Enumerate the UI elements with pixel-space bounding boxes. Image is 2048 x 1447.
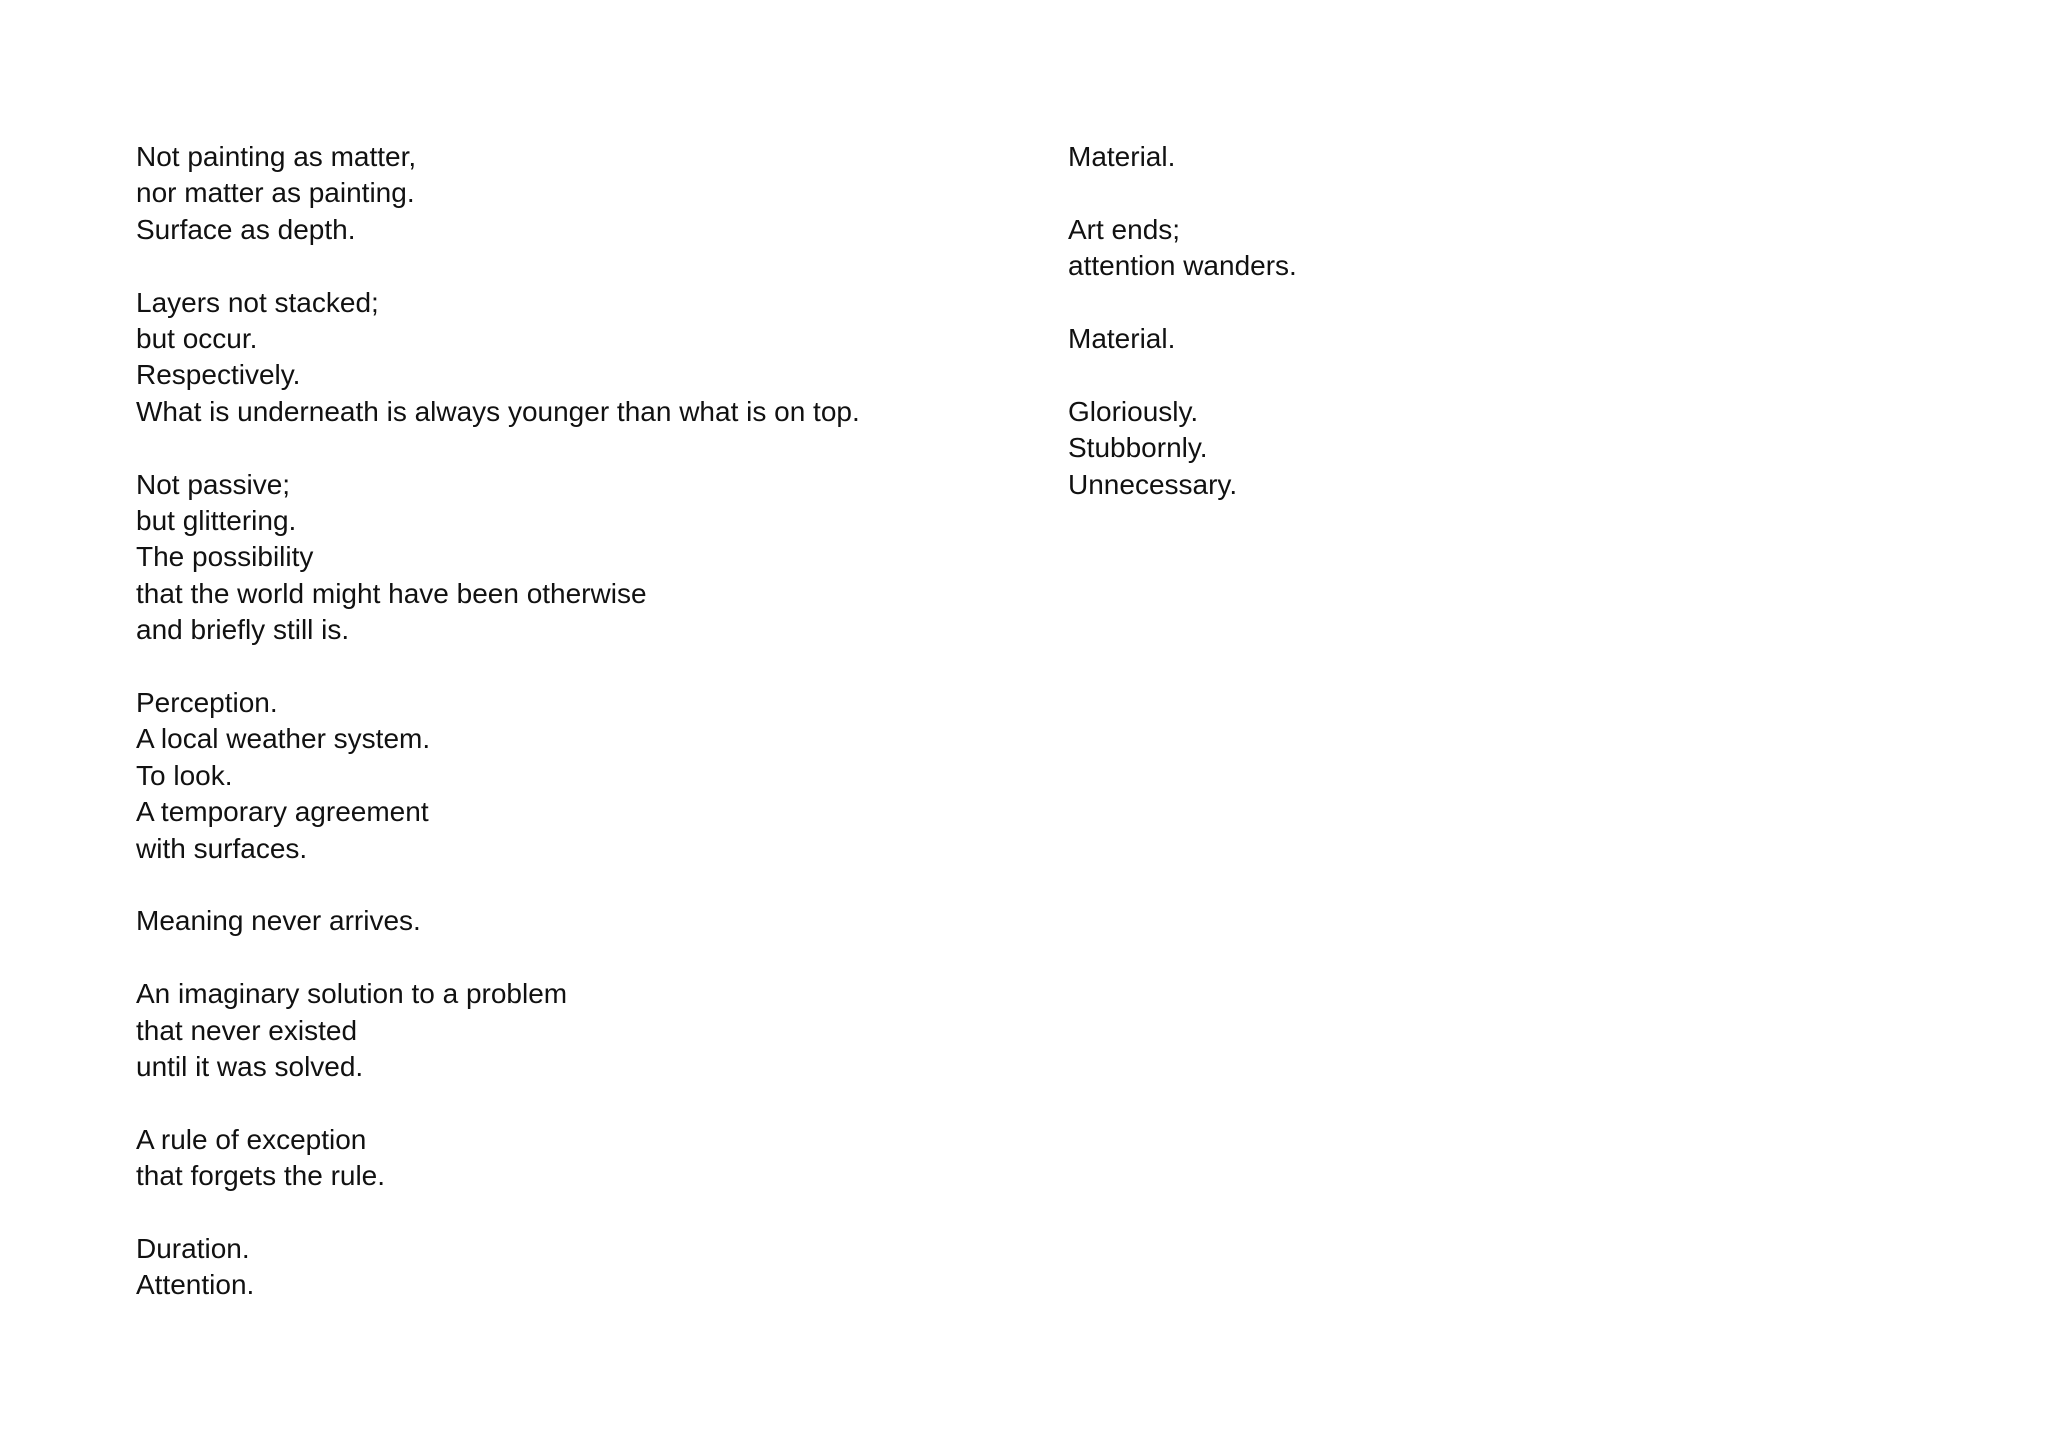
poem-line: and briefly still is.	[136, 614, 350, 646]
poem-line: A local weather system.	[136, 723, 431, 755]
poem-line: Meaning never arrives.	[136, 905, 421, 937]
poem-line: Unnecessary.	[1068, 468, 1238, 500]
stanza	[1068, 321, 1828, 357]
poem-line: until it was solved.	[136, 1051, 364, 1083]
poem-line: An imaginary solution to a problem	[136, 978, 568, 1010]
poem-line: but glittering.	[136, 505, 297, 537]
poem-line: Respectively.	[136, 359, 301, 391]
poem-line: A temporary agreement	[136, 796, 429, 828]
poem-column-right	[1068, 139, 1828, 503]
stanza	[136, 1122, 1016, 1195]
stanza	[136, 976, 1016, 1085]
poem-line: Perception.	[136, 687, 278, 719]
poem-line: To look.	[136, 759, 233, 791]
poem-line: that forgets the rule.	[136, 1160, 386, 1192]
poem-line: Art ends;	[1068, 213, 1181, 245]
poem-line: with surfaces.	[136, 832, 308, 864]
stanza	[136, 285, 1016, 431]
poem-column-left	[136, 139, 1016, 1304]
poem-line: The possibility	[136, 541, 314, 573]
poem-line: nor matter as painting.	[136, 177, 415, 209]
poem-line: A rule of exception	[136, 1123, 367, 1155]
poem-line: Material.	[1068, 141, 1176, 172]
poem-line: Attention.	[136, 1269, 255, 1301]
stanza	[136, 903, 1016, 939]
poem-line: that the world might have been otherwise	[136, 577, 647, 609]
poem-line: attention wanders.	[1068, 250, 1297, 282]
poem-line: Duration.	[136, 1233, 250, 1265]
stanza	[136, 467, 1016, 649]
stanza	[136, 1231, 1016, 1304]
poem-line: Not passive;	[136, 468, 291, 500]
stanza	[136, 139, 1016, 248]
poem-line: Gloriously.	[1068, 395, 1199, 427]
stanza	[136, 685, 1016, 867]
stanza	[1068, 139, 1828, 175]
poem-line: What is underneath is always younger than what is on top.	[136, 395, 860, 427]
stanza	[1068, 394, 1828, 503]
poem-line: Surface as depth.	[136, 213, 356, 245]
poem-line: that never existed	[136, 1014, 358, 1046]
poem-line: Stubbornly.	[1068, 432, 1208, 464]
poem-line: Not painting as matter,	[136, 141, 417, 172]
stanza	[1068, 212, 1828, 285]
poem-line: Layers not stacked;	[136, 286, 379, 318]
poem-line: Material.	[1068, 323, 1176, 354]
poem-line: but occur.	[136, 323, 258, 355]
